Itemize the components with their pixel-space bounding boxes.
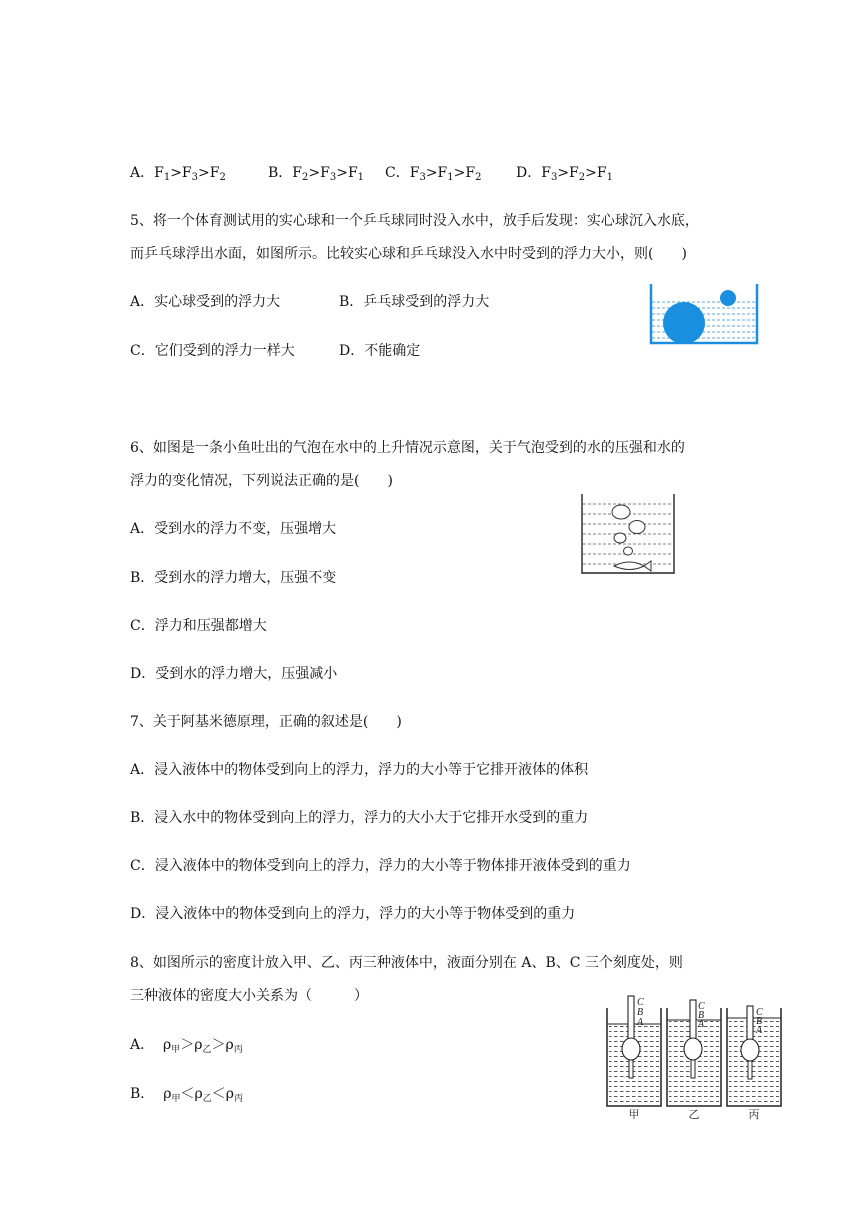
q8-hydrometer-figure — [602, 994, 784, 1120]
bubble-2 — [629, 521, 645, 534]
q7-option-a[interactable]: A．浸入液体中的物体受到向上的浮力，浮力的大小等于它排开液体的体积 — [130, 762, 589, 778]
q7-option-b[interactable]: B．浸入水中的物体受到向上的浮力，浮力的大小大于它排开水受到的重力 — [130, 810, 589, 826]
solid-ball — [663, 302, 705, 344]
mark-c-yi: C — [698, 1001, 705, 1012]
beaker-yi — [667, 1000, 721, 1106]
label-yi: 乙 — [688, 1108, 700, 1120]
q5-option-b[interactable]: B．乒乓球受到的浮力大 — [339, 294, 490, 310]
mark-c-bing: C — [756, 1007, 763, 1018]
q6-option-a[interactable]: A．受到水的浮力不变，压强增大 — [130, 521, 337, 537]
q4-option-a[interactable]: A．$F_1>F_3>F_2$ — [130, 165, 226, 183]
q6-option-b[interactable]: B．受到水的浮力增大，压强不变 — [130, 570, 337, 586]
mark-a-jia: A — [637, 1017, 644, 1028]
q5-option-a[interactable]: A．实心球受到的浮力大 — [130, 294, 281, 310]
q6-stem-line2: 浮力的变化情况，下列说法正确的是( ) — [130, 473, 393, 489]
bubble-4 — [624, 547, 633, 555]
mark-b-jia: B — [637, 1007, 644, 1018]
q6-option-d[interactable]: D．受到水的浮力增大，压强减小 — [130, 666, 338, 682]
q8-stem-line1: 8、如图所示的密度计放入甲、乙、丙三种液体中，液面分别在 A、B、C 三个刻度处，则 — [130, 955, 683, 971]
q7-stem: 7、关于阿基米德原理，正确的叙述是( ) — [130, 714, 402, 730]
q8-option-b[interactable]: B． $\rho_甲<\rho_乙<\rho_丙$ — [130, 1086, 243, 1104]
q4-option-c[interactable]: C．$F_3>F_1>F_2$ — [385, 165, 482, 183]
beaker-bing — [727, 1006, 781, 1106]
q4-option-b[interactable]: B．$F_2>F_3>F_1$ — [268, 165, 365, 183]
q6-option-c[interactable]: C．浮力和压强都增大 — [130, 618, 267, 634]
mark-c-jia: C — [637, 997, 644, 1008]
q6-rising-bubbles-figure — [578, 490, 678, 576]
q8-option-a[interactable]: A． $\rho_甲>\rho_乙>\rho_丙$ — [130, 1037, 243, 1055]
mark-b-bing: B — [756, 1016, 763, 1027]
q4-option-d[interactable]: D．$F_3>F_2>F_1$ — [516, 165, 613, 183]
q5-balls-in-water-figure — [648, 282, 760, 346]
mark-a-yi: A — [698, 1019, 705, 1030]
mark-b-yi: B — [698, 1010, 705, 1021]
q5-stem-line2: 而乒乓球浮出水面，如图所示。比较实心球和乒乓球没入水中时受到的浮力大小，则( ) — [130, 246, 687, 262]
q5-option-d[interactable]: D．不能确定 — [339, 343, 421, 359]
bubble-1 — [612, 505, 630, 519]
q7-option-d[interactable]: D．浸入液体中的物体受到向上的浮力，浮力的大小等于物体受到的重力 — [130, 906, 576, 922]
fish-icon — [614, 561, 651, 571]
ping-pong-ball — [720, 290, 736, 306]
q5-option-c[interactable]: C．它们受到的浮力一样大 — [130, 343, 295, 359]
label-bing: 丙 — [748, 1108, 760, 1120]
label-jia: 甲 — [628, 1108, 640, 1120]
q8-stem-line2: 三种液体的密度大小关系为（ ） — [130, 988, 368, 1004]
q7-option-c[interactable]: C．浸入液体中的物体受到向上的浮力，浮力的大小等于物体排开液体受到的重力 — [130, 858, 631, 874]
beaker-jia — [607, 996, 661, 1106]
q5-stem-line1: 5、将一个体育测试用的实心球和一个乒乓球同时没入水中，放手后发现：实心球沉入水底， — [130, 213, 699, 229]
mark-a-bing: A — [756, 1025, 763, 1036]
bubble-3 — [614, 533, 626, 543]
q6-stem-line1: 6、如图是一条小鱼吐出的气泡在水中的上升情况示意图，关于气泡受到的水的压强和水的 — [130, 440, 685, 456]
